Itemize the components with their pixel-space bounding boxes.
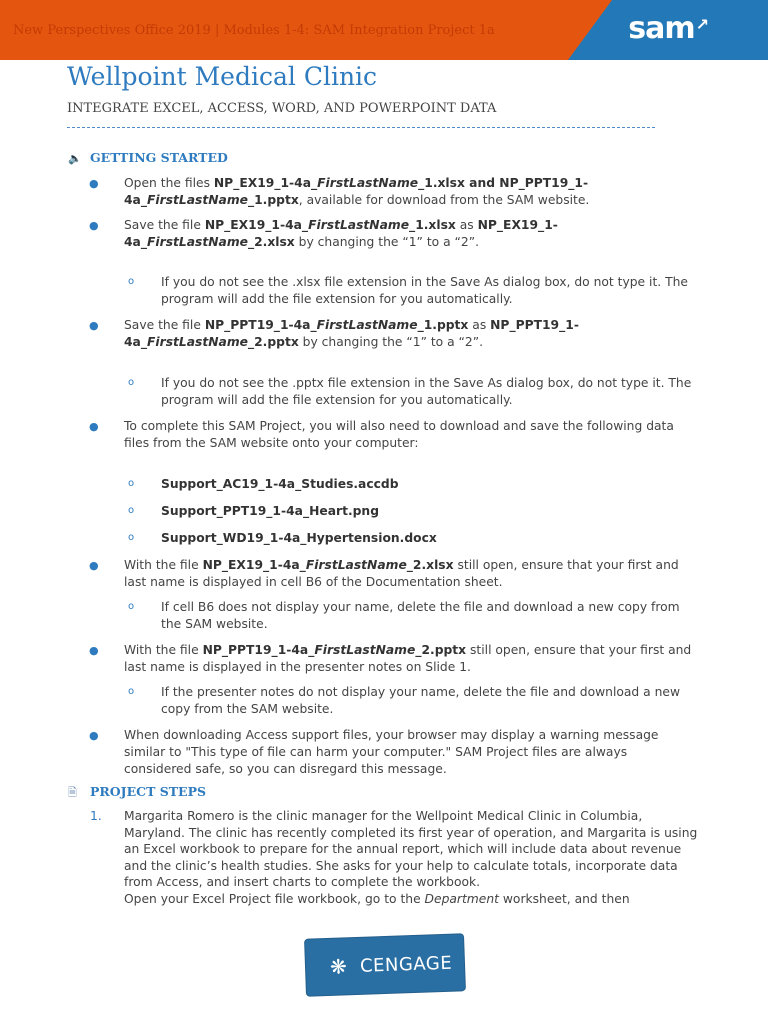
header-title: New Perspectives Office 2019 | Modules 1-4: SAM Integration Project 1a — [13, 23, 495, 38]
speaker-icon: 🔈 — [68, 152, 82, 165]
sam-logo-mark-icon: ↗ — [695, 15, 708, 34]
step-number: 1. — [90, 809, 102, 823]
support-file-3 — [128, 530, 701, 547]
bullet-icon: ● — [89, 319, 99, 332]
sub-item-pptx-note — [128, 375, 701, 409]
page-header — [0, 0, 768, 60]
project-steps-heading — [68, 784, 206, 803]
circle-bullet-icon: o — [128, 601, 135, 612]
bullet-icon: ● — [89, 420, 99, 433]
support-file-name: Support_WD19_1-4a_Hypertension.docx — [161, 531, 437, 545]
document-subtitle: INTEGRATE EXCEL, ACCESS, WORD, AND POWERPOINT DATA — [67, 101, 497, 116]
document-icon: 🗎 — [68, 786, 77, 799]
sub-item-xlsx-note — [128, 274, 701, 308]
sub-item-excel-note — [128, 599, 701, 633]
bullet-icon: ● — [89, 559, 99, 572]
dashed-divider — [67, 127, 655, 128]
step-text: Margarita Romero is the clinic manager for the Wellpoint Medical Clinic in Columbia, Maryland. The clinic has recently completed its first year of operation, and Margarita is using an Excel workbook to prepare for the annual report, which will include data about revenue and the clinic’s health studies. She asks for your help to calculate totals, incorporate data from Access, and insert charts to complete the workbook. — [124, 809, 698, 889]
support-file-2 — [128, 503, 701, 520]
getting-started-heading — [68, 150, 228, 165]
list-item-open-files — [89, 175, 698, 209]
list-item-text: When downloading Access support files, your browser may display a warning message similar to "This type of file can harm your computer." SAM Project files are always considered safe, so you can disregard this message. — [124, 728, 659, 776]
list-item-complete-project — [89, 418, 698, 452]
circle-bullet-icon: o — [128, 532, 135, 543]
bullet-icon: ● — [89, 644, 99, 657]
cengage-wordmark: CENGAGE — [359, 952, 453, 977]
list-item-text: With the file NP_PPT19_1-4a_FirstLastName_2.pptx still open, ensure that your first and last name is displayed in the presenter notes on Slide 1. — [124, 643, 692, 674]
cengage-logo — [305, 934, 465, 995]
support-file-name: Support_PPT19_1-4a_Heart.png — [161, 504, 379, 518]
cengage-mark-icon: ❋ — [329, 954, 348, 979]
list-item-text: With the file NP_EX19_1-4a_FirstLastName_2.xlsx still open, ensure that your first and last name is displayed in cell B6 of the Documentation sheet. — [124, 558, 679, 589]
list-item-text: Open the files NP_EX19_1-4a_FirstLastName_1.xlsx and NP_PPT19_1-4a_FirstLastName_1.pptx, available for download from the SAM website. — [124, 176, 590, 207]
list-item-text: To complete this SAM Project, you will also need to download and save the following data files from the SAM website onto your computer: — [124, 419, 674, 450]
circle-bullet-icon: o — [128, 276, 135, 287]
sub-item-text: If you do not see the .xlsx file extension in the Save As dialog box, do not type it. The program will add the file extension for you automatically. — [161, 275, 688, 306]
bullet-icon: ● — [89, 729, 99, 742]
support-file-1 — [128, 476, 701, 493]
circle-bullet-icon: o — [128, 505, 135, 516]
bullet-icon: ● — [89, 177, 99, 190]
list-item-access-warning — [89, 727, 698, 778]
getting-started-label: GETTING STARTED — [90, 150, 228, 165]
circle-bullet-icon: o — [128, 478, 135, 489]
project-steps-label: PROJECT STEPS — [90, 784, 207, 799]
circle-bullet-icon: o — [128, 686, 135, 697]
sub-item-ppt-note — [128, 684, 701, 718]
sam-logo-text: sam — [628, 11, 695, 46]
list-item-excel-open — [89, 557, 698, 591]
sub-item-text: If the presenter notes do not display your name, delete the file and download a new copy from the SAM website. — [161, 685, 681, 716]
bullet-icon: ● — [89, 219, 99, 232]
list-item-text: Save the file NP_EX19_1-4a_FirstLastName_1.xlsx as NP_EX19_1-4a_FirstLastName_2.xlsx by changing the “1” to a “2”. — [124, 218, 558, 249]
sam-logo — [628, 11, 708, 46]
sub-item-text: If you do not see the .pptx file extension in the Save As dialog box, do not type it. The program will add the file extension for you automatically. — [161, 376, 692, 407]
list-item-ppt-open — [89, 642, 698, 676]
list-item-text: Save the file NP_PPT19_1-4a_FirstLastName_1.pptx as NP_PPT19_1-4a_FirstLastName_2.pptx by changing the “1” to a “2”. — [124, 318, 579, 349]
circle-bullet-icon: o — [128, 377, 135, 388]
sub-item-text: If cell B6 does not display your name, delete the file and download a new copy from the SAM website. — [161, 600, 680, 631]
document-title: Wellpoint Medical Clinic — [67, 62, 378, 91]
project-step-1 — [90, 808, 698, 907]
step-text-continued: Open your Excel Project file workbook, go to the Department worksheet, and then — [124, 891, 630, 906]
list-item-save-pptx — [89, 317, 698, 351]
list-item-save-xlsx — [89, 217, 698, 251]
support-file-name: Support_AC19_1-4a_Studies.accdb — [161, 477, 399, 491]
